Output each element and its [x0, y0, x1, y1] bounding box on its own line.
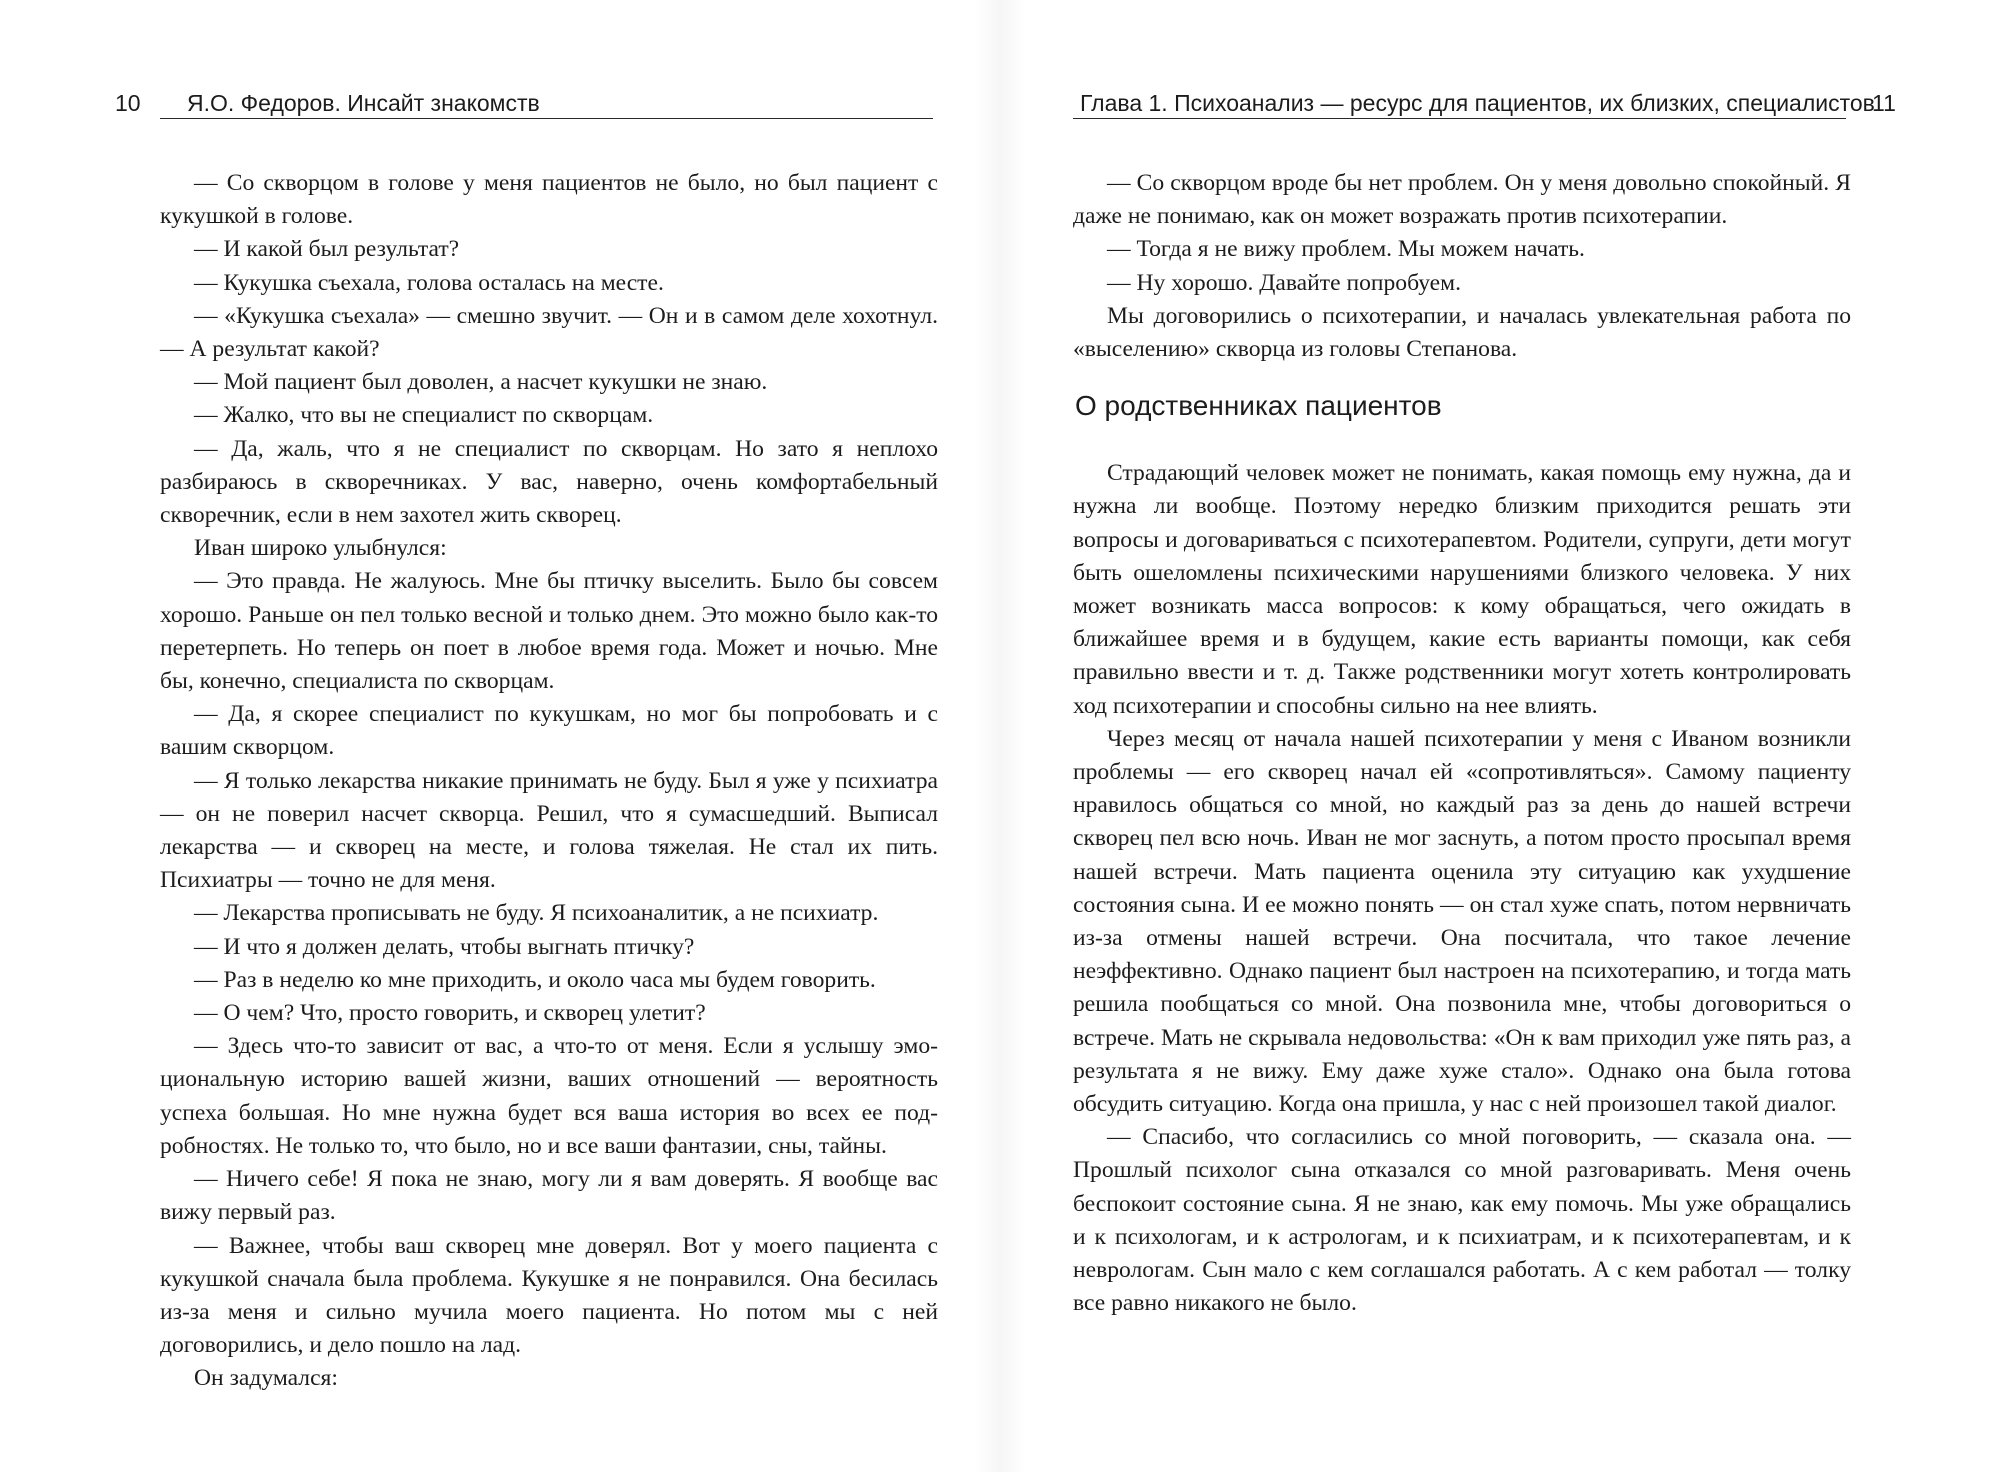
paragraph: — Раз в неделю ко мне приходить, и около часа мы будем говорить. [194, 966, 876, 993]
paragraph: — Тогда я не вижу проблем. Мы можем начать. [1107, 236, 1585, 263]
running-head-right [1000, 86, 2000, 120]
paragraph: — Со скворцом в голове у меня пациентов не было, но был пациент с кукушкой в голове. [160, 170, 938, 230]
paragraph: — Мой пациент был доволен, а насчет кукушки не знаю. [194, 369, 768, 396]
paragraph: — Кукушка съехала, голова осталась на месте. [194, 269, 664, 296]
paragraph: — Здесь что-то зависит от вас, а что-то от меня. Если я услышу эмоциональную историю вашей жизни, ваших отношений — вероятность успеха большая. Но мне нужна будет вся ваша история во всех ее подробностях. Не только то, что было, но и все ваши фантазии, сны, тайны. [160, 1033, 938, 1159]
body-text-left [160, 167, 938, 1396]
running-head-left [0, 86, 1000, 120]
paragraph: — И что я должен делать, чтобы выгнать птичку? [194, 933, 695, 960]
paragraph: — Важнее, чтобы ваш скворец мне доверял. Вот у моего пациента с кукушкой сначала была проблема. Кукушке я не понравился. Она бесилась из-за меня и сильно мучила моего пациента. Но потом мы с ней договорились, и дело пошло на лад. [160, 1232, 938, 1359]
paragraph: — Лекарства прописывать не буду. Я психоаналитик, а не психиатр. [194, 900, 879, 927]
paragraph: — О чем? Что, просто говорить, и скворец улетит? [194, 1000, 706, 1027]
paragraph: Иван широко улыбнулся: [194, 535, 447, 562]
header-rule-right [1073, 118, 1846, 119]
page-number-left: 10 [115, 90, 141, 116]
paragraph: — Жалко, что вы не специалист по скворцам. [194, 402, 654, 429]
section-heading: О родственниках пациентов [1075, 390, 1442, 422]
paragraph: — И какой был результат? [194, 236, 460, 263]
paragraph: — Да, жаль, что я не специалист по скворцам. Но зато я неплохо разбираюсь в скворечниках. У вас, наверно, очень комфортабельный скворечник, если в нем захотел жить скворец. [160, 435, 938, 529]
running-title-right: Глава 1. Психоанализ — ресурс для пациентов, их близких, специалистов [1080, 90, 1875, 116]
paragraph: Мы договорились о психотерапии, и началась увлекательная работа по «выселению» скворца из головы Степанова. [1073, 302, 1851, 363]
paragraph: — Ну хорошо. Давайте попробуем. [1107, 269, 1461, 296]
paragraph: — Ничего себе! Я пока не знаю, могу ли я вам доверять. Я вообще вас вижу первый раз. [160, 1166, 938, 1226]
paragraph: Через месяц от начала нашей психотерапии у меня с Иваном возникли проблемы — его скворец начал ей «сопротивляться». Самому пациенту нравилось общаться со мной, но каждый раз за день до нашей встречи скворец пел всю ночь. Иван не мог заснуть, а потом просто просыпал время нашей встречи. Мать пациента оценила эту ситуацию как ухудшение состояния сына. И ее можно понять — он стал хуже спать, потом нервничать из-за отмены нашей встречи. Она посчитала, что такое лечение неэффективно. Однако пациент был настроен на психотерапию, и тогда мать решила пообщаться со мной. Она позвонила мне, чтобы договориться о встрече. Мать не скрывала недовольства: «Он к вам приходил уже пять раз, а результата я не вижу. Ему даже хуже стало». Однако она была готова обсудить ситуацию. Когда она пришла, у нас с ней произошел такой диалог. [1073, 725, 1851, 1118]
paragraph: — Я только лекарства никакие принимать не буду. Был я уже у психиатра — он не поверил насчет скворца. Решил, что я сумасшедший. Выписал лекарства — и скворец на месте, и голова тяжелая. Не стал их пить. Психиатры — точно не для меня. [160, 767, 938, 894]
paragraph: — Спасибо, что согласились со мной поговорить, — сказала она. — Прошлый психолог сына отказался со мной разговаривать. Меня очень беспокоит состояние сына. Я не знаю, как ему помочь. Мы уже обращались и к психологам, и к астрологам, и к психиатрам, и к психотерапевтам, и к неврологам. Сын мало с кем соглашался работать. А с кем работал — толку все равно никакого не было. [1073, 1124, 1851, 1317]
paragraph: — «Кукушка съехала» — смешно звучит. — Он и в самом деле хохотнул. — А результат какой? [160, 302, 938, 363]
paragraph: Страдающий человек может не понимать, какая помощь ему нужна, да и нужна ли вообще. Поэтому нередко близким приходится решать эти вопросы и договариваться с психотерапевтом. Родители, супруги, дети могут быть ошеломлены психическими нарушениями близкого человека. У них может возникать масса вопросов: к кому обращаться, чего ожидать в ближайшее время и в будущем, какие есть варианты помощи, как себя правильно ввести и т. д. Также родственники могут хотеть контролировать ход психотерапии и способны сильно на нее влиять. [1073, 460, 1851, 719]
header-rule-left [160, 118, 933, 119]
paragraph: — Со скворцом вроде бы нет проблем. Он у меня довольно спокойный. Я даже не понимаю, как он может возражать против психотерапии. [1073, 170, 1851, 230]
paragraph: — Это правда. Не жалуюсь. Мне бы птичку выселить. Было бы совсем хорошо. Раньше он пел только весной и только днем. Это можно было как-то перетерпеть. Но теперь он поет в любое время года. Может и ночью. Мне бы, конечно, специалиста по скворцам. [160, 568, 938, 695]
paragraph: Он задумался: [194, 1365, 338, 1392]
page-number-right: 11 [1872, 90, 1896, 116]
paragraph: — Да, я скорее специалист по кукушкам, но мог бы попробовать и с вашим скворцом. [160, 701, 938, 761]
right-page [1000, 0, 2000, 1472]
body-text-right [1073, 167, 1851, 1321]
running-title-left: Я.О. Федоров. Инсайт знакомств [187, 90, 540, 116]
